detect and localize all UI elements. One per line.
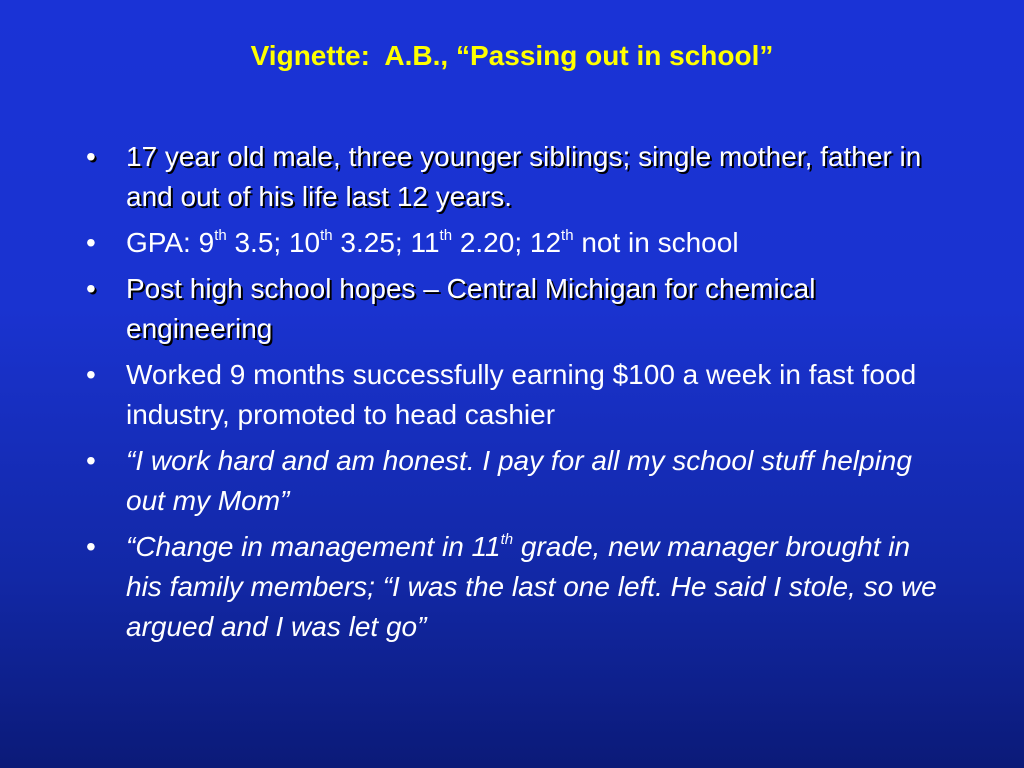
gpa-segment: 3.5; 10: [226, 227, 321, 258]
bullet-text: Post high school hopes – Central Michigan for chemical engineering: [126, 273, 816, 344]
bullet-dot: •: [86, 141, 96, 172]
ordinal-suffix: th: [561, 226, 574, 244]
bullet-text: [126, 227, 739, 258]
slide-title: Vignette: A.B., “Passing out in school”: [250, 40, 774, 71]
bullet-list: [86, 137, 946, 653]
quote-part: grade, new manager brought in his family members; “I was the last one left. He said I stole, so we argued and I was let go”: [126, 531, 937, 642]
bullet-item: [86, 223, 946, 263]
bullet-item: [86, 137, 946, 217]
bullet-dot: •: [86, 531, 96, 562]
bullet-item: [86, 527, 946, 647]
gpa-suffix: not in school: [573, 227, 739, 258]
gpa-prefix: GPA: 9: [126, 227, 215, 258]
bullet-item: [86, 269, 946, 349]
quote-part: “Change in management in 11: [126, 531, 501, 562]
bullet-item: [86, 355, 946, 435]
bullet-text: 17 year old male, three younger siblings; single mother, father in and out of his life last 12 years.: [126, 141, 922, 212]
bullet-dot: •: [86, 273, 96, 304]
bullet-dot: •: [86, 359, 96, 390]
bullet-dot: •: [86, 445, 96, 476]
ordinal-suffix: th: [439, 226, 453, 244]
bullet-quote-text: “I work hard and am honest. I pay for all my school stuff helping out my Mom”: [126, 445, 912, 516]
bullet-item: [86, 441, 946, 521]
bullet-dot: •: [86, 227, 96, 258]
gpa-segment: 2.20; 12: [452, 227, 562, 258]
ordinal-suffix: th: [500, 530, 514, 548]
ordinal-suffix: th: [214, 226, 227, 244]
bullet-text: Worked 9 months successfully earning $100 a week in fast food industry, promoted to head cashier: [126, 359, 917, 430]
gpa-segment: 3.25; 11: [332, 227, 440, 258]
ordinal-suffix: th: [320, 226, 333, 244]
bullet-quote-text: [126, 531, 937, 642]
